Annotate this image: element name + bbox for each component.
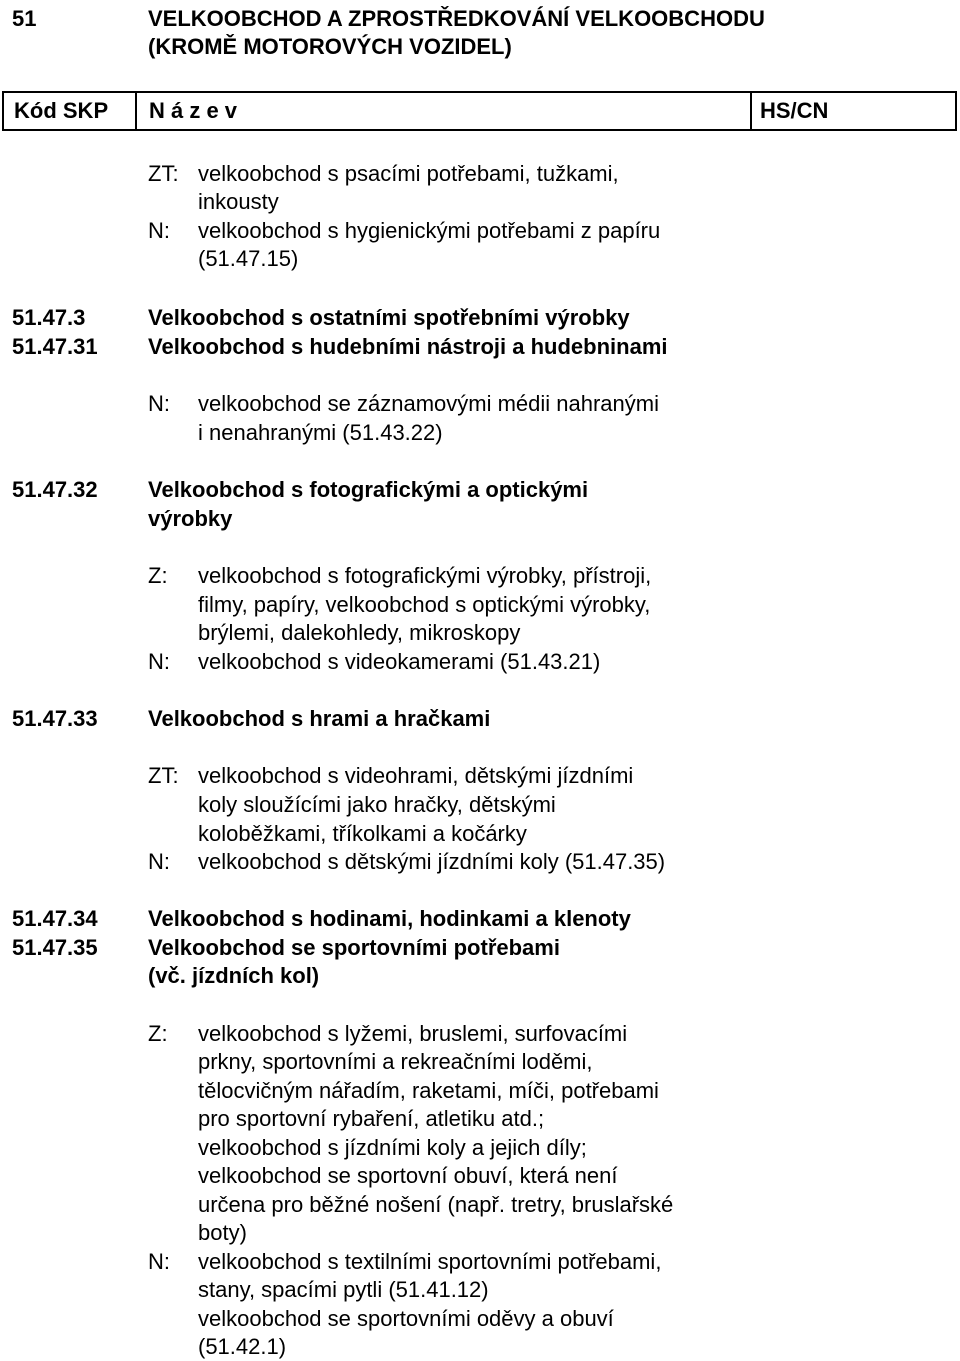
note-text: boty) xyxy=(198,1220,247,1245)
note-marker: N: xyxy=(148,1249,170,1274)
note-text: velkoobchod s videohrami, dětskými jízdními xyxy=(198,763,634,788)
note-text: velkoobchod s lyžemi, bruslemi, surfovacími xyxy=(198,1021,628,1046)
note-marker: N: xyxy=(148,649,170,674)
category-title: Velkoobchod s hrami a hračkami xyxy=(148,706,491,731)
note-marker: Z: xyxy=(148,1021,168,1046)
note-text: inkousty xyxy=(198,189,279,214)
category-title: Velkoobchod s hudebními nástroji a hudebninami xyxy=(148,334,668,359)
note-marker: Z: xyxy=(148,563,168,588)
column-header-name: N á z e v xyxy=(149,98,238,123)
category-title: (vč. jízdních kol) xyxy=(148,963,320,988)
note-text: i nenahranými (51.43.22) xyxy=(198,420,443,445)
category-code: 51.47.35 xyxy=(12,935,98,960)
section-title-line: VELKOOBCHOD A ZPROSTŘEDKOVÁNÍ VELKOOBCHODU xyxy=(148,6,765,31)
note-text: stany, spacími pytli (51.41.12) xyxy=(198,1277,489,1302)
table-header xyxy=(2,91,957,131)
note-text: velkoobchod s videokamerami (51.43.21) xyxy=(198,649,601,674)
note-text: koloběžkami, tříkolkami a kočárky xyxy=(198,821,527,846)
category-title: Velkoobchod s ostatními spotřebními výrobky xyxy=(148,305,630,330)
section-title xyxy=(148,5,765,61)
note-marker: ZT: xyxy=(148,161,179,186)
note-marker: ZT: xyxy=(148,763,179,788)
note-marker: N: xyxy=(148,218,170,243)
note-text: brýlemi, dalekohledy, mikroskopy xyxy=(198,620,521,645)
note-marker: N: xyxy=(148,849,170,874)
column-divider xyxy=(135,93,137,129)
note-text: velkoobchod s dětskými jízdními koly (51.47.35) xyxy=(198,849,666,874)
column-header-hs: HS/CN xyxy=(760,98,829,123)
note-text: filmy, papíry, velkoobchod s optickými výrobky, xyxy=(198,592,651,617)
category-title: Velkoobchod se sportovními potřebami xyxy=(148,935,560,960)
note-text: velkoobchod s hygienickými potřebami z papíru xyxy=(198,218,661,243)
category-title: Velkoobchod s hodinami, hodinkami a klenoty xyxy=(148,906,631,931)
note-text: velkoobchod s textilními sportovními potřebami, xyxy=(198,1249,662,1274)
note-marker: N: xyxy=(148,391,170,416)
note-text: pro sportovní rybaření, atletiku atd.; xyxy=(198,1106,545,1131)
note-text: velkoobchod s fotografickými výrobky, přístroji, xyxy=(198,563,652,588)
note-text: tělocvičným nářadím, raketami, míči, potřebami xyxy=(198,1078,659,1103)
category-code: 51.47.33 xyxy=(12,706,98,731)
column-divider xyxy=(750,93,752,129)
note-text: (51.42.1) xyxy=(198,1334,287,1359)
note-text: velkoobchod s jízdními koly a jejich díly; xyxy=(198,1135,587,1160)
note-text: velkoobchod se záznamovými médii nahranými xyxy=(198,391,659,416)
section-title-line: (KROMĚ MOTOROVÝCH VOZIDEL) xyxy=(148,34,512,59)
column-header-code: Kód SKP xyxy=(14,98,109,123)
note-text: prkny, sportovními a rekreačními loděmi, xyxy=(198,1049,593,1074)
section-number: 51 xyxy=(12,6,37,31)
note-text: velkoobchod se sportovní obuví, která není xyxy=(198,1163,618,1188)
category-code: 51.47.32 xyxy=(12,477,98,502)
note-text: určena pro běžné nošení (např. tretry, bruslařské xyxy=(198,1192,674,1217)
category-title: výrobky xyxy=(148,506,233,531)
category-code: 51.47.34 xyxy=(12,906,98,931)
note-text: velkoobchod se sportovními oděvy a obuví xyxy=(198,1306,614,1331)
category-title: Velkoobchod s fotografickými a optickými xyxy=(148,477,589,502)
note-text: velkoobchod s psacími potřebami, tužkami, xyxy=(198,161,619,186)
note-text: koly sloužícími jako hračky, dětskými xyxy=(198,792,556,817)
category-code: 51.47.3 xyxy=(12,305,86,330)
category-code: 51.47.31 xyxy=(12,334,98,359)
note-text: (51.47.15) xyxy=(198,246,299,271)
